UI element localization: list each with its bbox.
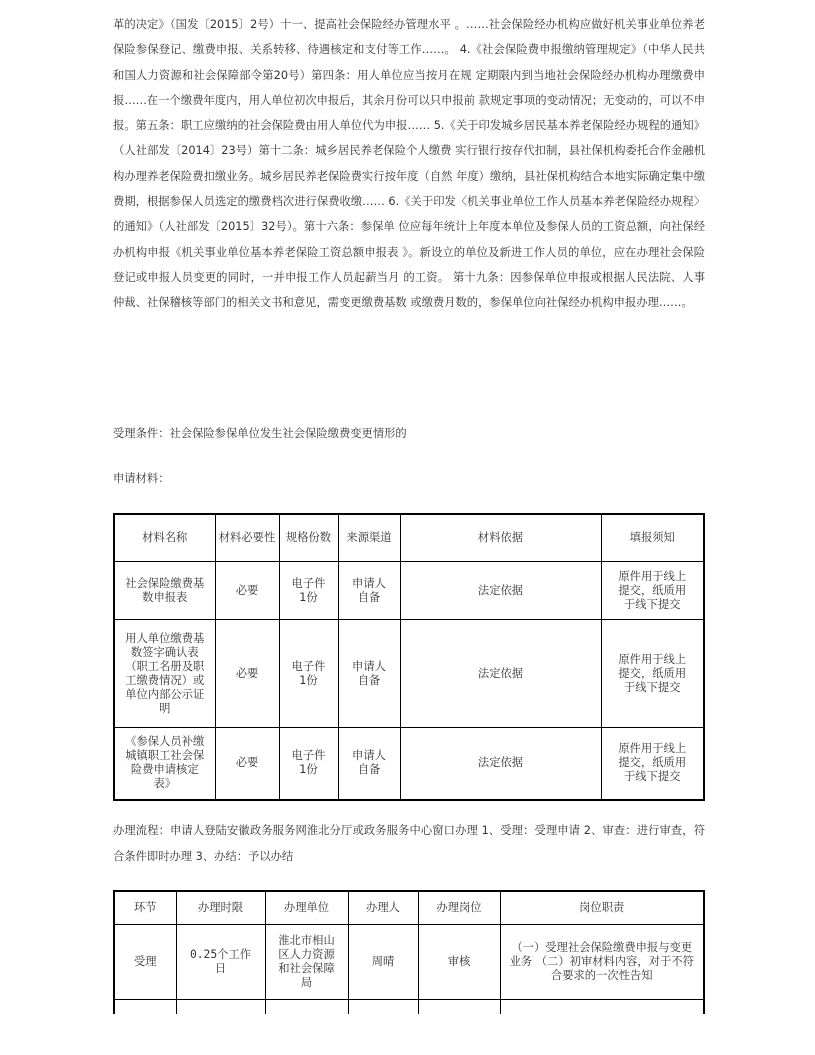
header-unit: 办理单位 (265, 891, 348, 925)
materials-header-row (114, 514, 704, 562)
header-handler: 办理人 (348, 891, 418, 925)
flow-unit (265, 1000, 348, 1015)
table-row (114, 620, 704, 728)
material-notes: 原件用于线上提交，纸质用于线下提交 (601, 620, 704, 728)
materials-table (113, 513, 705, 801)
header-necessity: 材料必要性 (215, 514, 279, 562)
flow-duties (500, 1000, 704, 1015)
regulation-paragraph: 革的决定》（国发〔2015〕2号）十一、提高社会保险经办管理水平 。……社会保险经办机构应做好机关事业单位养老保险参保登记、缴费申报、关系转移、待遇核定和支付等工作……。 4.《社会保险费申报缴纳管理规定》（中华人民共和国人力资源和社会保障部令第20号）第四条：用人单位应当按月在规 定期限内到当地社会保险经办机构办理缴费申报……在一个缴费年度内，用人单位初次申报后，其余月份可以只申报前 款规定事项的变动情况；无变动的，可以不申报。第五条：职工应缴纳的社会保险费由用人单位代为申报…… 5.《关于印发城乡居民基本养老保险经办规程的通知》（人社部发〔2014〕23号）第十二条：城乡居民养老保险个人缴费 实行银行按存代扣制，县社保机构委托合作金融机构办理养老保险费扣缴业务。城乡居民养老保险费实行按年度（自然 年度）缴纳，县社保机构结合本地实际确定集中缴费期，根据参保人员选定的缴费档次进行保费收缴…… 6.《关于印发〈机关事业单位工作人员基本养老保险经办规程〉的通知》（人社部发〔2015〕32号）。第十六条：参保单 位应每年统计上年度本单位及参保人员的工资总额，向社保经办机构申报《机关事业单位基本养老保险工资总额申报表 》。新设立的单位及新进工作人员的单位，应在办理社会保险登记或申报人员变更的同时，一并申报工作人员起薪当月 的工资。 第十九条：因参保单位申报或根据人民法院、人事仲裁、社保稽核等部门的相关文书和意见，需变更缴费基数 或缴费月数的，参保单位向社保经办机构申报办理……。 (113, 18, 705, 310)
flow-step: 受理 (114, 925, 176, 1000)
material-spec: 电子件1份 (279, 562, 338, 620)
material-basis: 法定依据 (400, 728, 601, 800)
header-duties: 岗位职责 (500, 891, 704, 925)
material-spec: 电子件1份 (279, 728, 338, 800)
process-paragraph: 办理流程：申请人登陆安徽政务服务网淮北分厅或政务服务中心窗口办理 1、受理：受理申请 2、审查：进行审查，符合条件即时办理 3、办结：予以办结 (113, 824, 705, 863)
material-notes: 原件用于线上提交，纸质用于线下提交 (601, 562, 704, 620)
header-source: 来源渠道 (338, 514, 400, 562)
table-row (114, 562, 704, 620)
flow-handler (348, 1000, 418, 1015)
header-basis: 材料依据 (400, 514, 601, 562)
flow-time-limit: 0.25个工作日 (176, 925, 265, 1000)
header-step: 环节 (114, 891, 176, 925)
header-post: 办理岗位 (418, 891, 500, 925)
flow-time-limit (176, 1000, 265, 1015)
flow-header-row (114, 891, 704, 925)
material-basis: 法定依据 (400, 620, 601, 728)
material-source: 申请人自备 (338, 728, 400, 800)
material-source: 申请人自备 (338, 562, 400, 620)
header-material-name: 材料名称 (114, 514, 215, 562)
flow-duties: （一）受理社会保险缴费申报与变更业务 （二）初审材料内容，对于不符合要求的一次性告知 (500, 925, 704, 1000)
table-row (114, 1000, 704, 1015)
header-spec-count: 规格份数 (279, 514, 338, 562)
material-name: 《参保人员补缴城镇职工社会保险费申请核定表》 (114, 728, 215, 800)
material-necessity: 必要 (215, 620, 279, 728)
table-row (114, 925, 704, 1000)
material-name: 社会保险缴费基数申报表 (114, 562, 215, 620)
process-text (113, 818, 705, 869)
material-name: 用人单位缴费基数签字确认表（职工名册及职工缴费情况）或单位内部公示证明 (114, 620, 215, 728)
material-source: 申请人自备 (338, 620, 400, 728)
material-necessity: 必要 (215, 562, 279, 620)
material-basis: 法定依据 (400, 562, 601, 620)
flow-post: 审核 (418, 925, 500, 1000)
header-time-limit: 办理时限 (176, 891, 265, 925)
regulation-text (113, 12, 705, 316)
header-notes: 填报须知 (601, 514, 704, 562)
flow-unit: 淮北市相山区人力资源和社会保障局 (265, 925, 348, 1000)
materials-label: 申请材料： (113, 472, 170, 485)
material-necessity: 必要 (215, 728, 279, 800)
table-row (114, 728, 704, 800)
flow-post (418, 1000, 500, 1015)
process-flow-table (113, 890, 705, 1014)
material-notes: 原件用于线上提交，纸质用于线下提交 (601, 728, 704, 800)
flow-handler: 周晴 (348, 925, 418, 1000)
acceptance-condition: 受理条件：社会保险参保单位发生社会保险缴费变更情形的 (113, 427, 407, 440)
flow-step (114, 1000, 176, 1015)
material-spec: 电子件1份 (279, 620, 338, 728)
